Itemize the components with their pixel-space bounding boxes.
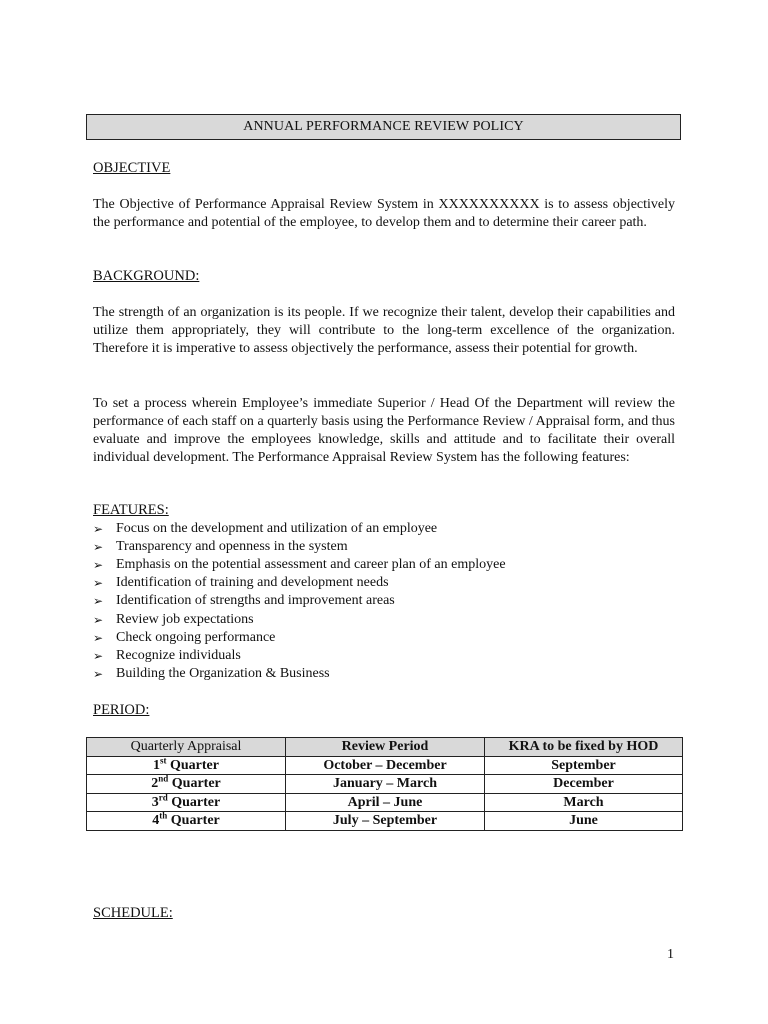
table-row xyxy=(87,812,683,831)
arrow-bullet-icon: ➢ xyxy=(93,630,104,645)
objective-text: The Objective of Performance Appraisal Review System in XXXXXXXXXX is to assess objectively the performance and potential of the employee, to develop them and to determine their career path. xyxy=(93,197,675,230)
list-item xyxy=(93,592,506,610)
table-row xyxy=(87,775,683,794)
arrow-bullet-icon: ➢ xyxy=(93,540,104,555)
arrow-bullet-icon: ➢ xyxy=(93,558,104,573)
feature-text: Building the Organization & Business xyxy=(116,665,330,681)
review-period-cell: April – June xyxy=(286,793,485,812)
table-row xyxy=(87,793,683,812)
period-table xyxy=(86,737,683,831)
feature-text: Check ongoing performance xyxy=(116,629,276,645)
feature-text: Focus on the development and utilization of an employee xyxy=(116,521,438,537)
policy-title xyxy=(86,114,681,140)
quarter-cell: 2nd Quarter xyxy=(87,775,286,794)
arrow-bullet-icon: ➢ xyxy=(93,648,104,663)
list-item xyxy=(93,629,506,647)
quarter-cell: 3rd Quarter xyxy=(87,793,286,812)
table-row xyxy=(87,756,683,775)
quarter-cell: 4th Quarter xyxy=(87,812,286,831)
arrow-bullet-icon: ➢ xyxy=(93,666,104,681)
feature-text: Identification of strengths and improvement areas xyxy=(116,593,395,609)
quarter-cell: 1st Quarter xyxy=(87,756,286,775)
review-period-cell: January – March xyxy=(286,775,485,794)
list-item xyxy=(93,556,506,574)
list-item xyxy=(93,647,506,665)
review-period-cell: July – September xyxy=(286,812,485,831)
feature-text: Identification of training and development needs xyxy=(116,575,389,591)
arrow-bullet-icon: ➢ xyxy=(93,612,104,627)
schedule-heading: SCHEDULE: xyxy=(93,905,173,921)
features-heading: FEATURES: xyxy=(93,502,169,518)
background-heading: BACKGROUND: xyxy=(93,268,200,284)
list-item xyxy=(93,574,506,592)
feature-text: Recognize individuals xyxy=(116,647,241,663)
list-item xyxy=(93,665,506,683)
page-number: 1 xyxy=(667,947,674,962)
header-kra: KRA to be fixed by HOD xyxy=(485,738,683,757)
feature-text: Review job expectations xyxy=(116,611,254,627)
header-quarterly-appraisal: Quarterly Appraisal xyxy=(87,738,286,757)
list-item xyxy=(93,538,506,556)
review-period-cell: October – December xyxy=(286,756,485,775)
features-list xyxy=(93,520,506,683)
arrow-bullet-icon: ➢ xyxy=(93,522,104,537)
background-paragraph-2: To set a process wherein Employee’s immediate Superior / Head Of the Department will review the performance of each staff on a quarterly basis using the Performance Review / Appraisal form, and thus evaluate and improve the employees knowledge, skills and attitude and to facilitate their overall individual development. The Performance Appraisal Review System has the following features: xyxy=(93,396,675,465)
arrow-bullet-icon: ➢ xyxy=(93,594,104,609)
list-item xyxy=(93,610,506,628)
policy-title-text: ANNUAL PERFORMANCE REVIEW POLICY xyxy=(243,119,524,134)
list-item xyxy=(93,520,506,538)
period-heading: PERIOD: xyxy=(93,702,150,718)
kra-cell: June xyxy=(485,812,683,831)
feature-text: Emphasis on the potential assessment and career plan of an employee xyxy=(116,557,506,573)
kra-cell: March xyxy=(485,793,683,812)
header-review-period: Review Period xyxy=(286,738,485,757)
feature-text: Transparency and openness in the system xyxy=(116,539,348,555)
arrow-bullet-icon: ➢ xyxy=(93,576,104,591)
background-paragraph-1: The strength of an organization is its people. If we recognize their talent, develop their capabilities and utilize them appropriately, they will contribute to the long-term excellence of the organization. Therefore it is imperative to assess objectively the performance, assess their potential for growth. xyxy=(93,305,675,356)
objective-heading: OBJECTIVE xyxy=(93,160,171,176)
kra-cell: September xyxy=(485,756,683,775)
kra-cell: December xyxy=(485,775,683,794)
table-header-row xyxy=(87,738,683,757)
